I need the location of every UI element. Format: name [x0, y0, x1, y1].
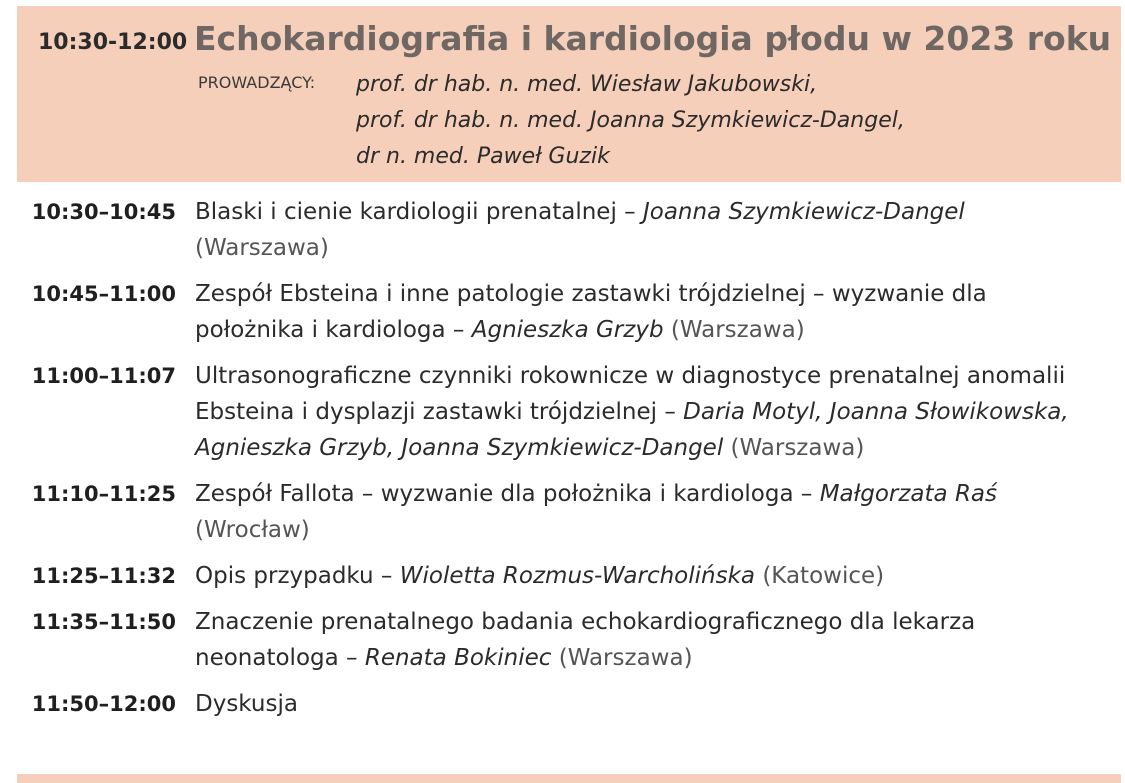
talk-city: (Warszawa) — [195, 235, 329, 261]
talk-city: (Wrocław) — [195, 517, 310, 543]
talk-city: (Warszawa) — [670, 317, 805, 343]
chair-name: dr n. med. Paweł Guzik — [356, 144, 610, 169]
talk-title: Znaczenie prenatalnego badania echokardiograficznego dla lekarza neonatologa – — [195, 609, 976, 671]
talk-item — [0, 194, 1125, 266]
talk-speakers: Małgorzata Raś — [819, 481, 998, 507]
talk-city: (Warszawa) — [558, 645, 693, 671]
talk-description — [195, 276, 1100, 348]
session-time: 10:30-12:00 — [38, 30, 188, 55]
talk-item — [0, 476, 1125, 548]
talk-description — [195, 604, 1100, 676]
talk-city: (Katowice) — [762, 563, 885, 589]
chairs-label: PROWADZĄCY: — [198, 73, 316, 92]
chair-name: prof. dr hab. n. med. Joanna Szymkiewicz-Dangel, — [356, 108, 905, 133]
talk-description — [195, 476, 1100, 548]
talk-title: Opis przypadku – — [195, 563, 400, 589]
talk-speakers: Daria Motyl, Joanna Słowikowska, Agnieszka Grzyb, Joanna Szymkiewicz-Dangel — [195, 399, 1069, 461]
talk-item — [0, 276, 1125, 348]
talk-description — [195, 686, 1100, 722]
talk-item — [0, 686, 1125, 722]
session-title: Echokardiografia i kardiologia płodu w 2023 roku — [194, 19, 1112, 58]
talk-title: Zespół Fallota – wyzwanie dla położnika i kardiologa – — [195, 481, 820, 507]
talk-title: Blaski i cienie kardiologii prenatalnej – — [195, 199, 643, 225]
talk-list — [0, 194, 1125, 732]
talk-title: Zespół Ebsteina i inne patologie zastawki trójdzielnej – wyzwanie dla położnika i kardiologa – — [195, 281, 987, 343]
talk-city: (Warszawa) — [730, 435, 865, 461]
talk-time: 11:10–11:25 — [31, 482, 176, 506]
talk-description — [195, 558, 1100, 594]
talk-speakers: Renata Bokiniec — [364, 645, 552, 671]
talk-item — [0, 604, 1125, 676]
talk-description — [195, 358, 1100, 466]
talk-time: 10:45–11:00 — [31, 282, 176, 306]
talk-title: Dyskusja — [195, 691, 298, 717]
talk-description — [195, 194, 1100, 266]
talk-time: 11:50–12:00 — [31, 692, 176, 716]
chair-name: prof. dr hab. n. med. Wiesław Jakubowski, — [356, 72, 818, 97]
talk-speakers: Joanna Szymkiewicz-Dangel — [642, 199, 965, 225]
footer-bar — [17, 774, 1121, 783]
talk-item — [0, 558, 1125, 594]
talk-title: Ultrasonograficzne czynniki rokownicze w diagnostyce prenatalnej anomalii Ebsteina i dysplazji zastawki trójdzielnej – — [195, 363, 1066, 425]
talk-speakers: Wioletta Rozmus-Warcholińska — [399, 563, 755, 589]
talk-time: 11:35–11:50 — [31, 610, 176, 634]
talk-time: 11:25–11:32 — [31, 564, 176, 588]
chairs-list — [356, 67, 905, 175]
session-header — [17, 6, 1121, 182]
talk-time: 11:00–11:07 — [31, 364, 176, 388]
talk-item — [0, 358, 1125, 466]
talk-time: 10:30–10:45 — [31, 200, 176, 224]
talk-speakers: Agnieszka Grzyb — [471, 317, 664, 343]
